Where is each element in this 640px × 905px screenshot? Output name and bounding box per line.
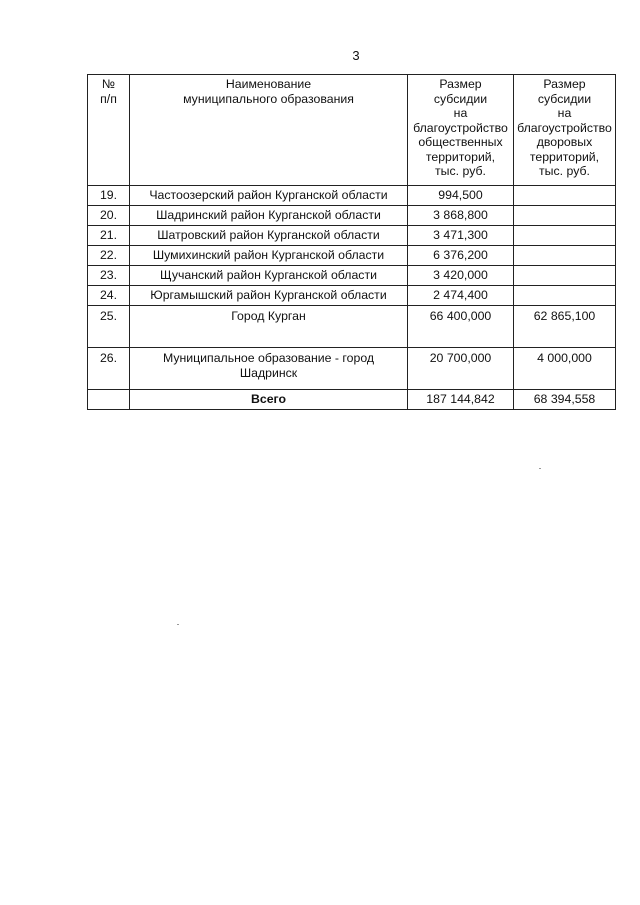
- row-municipality: Частоозерский район Курганской области: [130, 186, 408, 206]
- table-row: [88, 306, 616, 348]
- row-public-subsidy: 66 400,000: [408, 306, 514, 348]
- table-row: [88, 286, 616, 306]
- total-row: [88, 390, 616, 410]
- row-yard-subsidy: 4 000,000: [514, 348, 616, 390]
- row-public-subsidy: 3 868,800: [408, 206, 514, 226]
- row-municipality: Щучанский район Курганской области: [130, 266, 408, 286]
- row-public-subsidy: 3 420,000: [408, 266, 514, 286]
- total-public-subsidy: 187 144,842: [408, 390, 514, 410]
- total-number-cell: [88, 390, 130, 410]
- row-municipality: Шатровский район Курганской области: [130, 226, 408, 246]
- header-yard-subsidy: Размер субсидии на благоустройство дворовых территорий, тыс. руб.: [514, 75, 616, 186]
- row-yard-subsidy: [514, 206, 616, 226]
- page-number: 3: [352, 48, 360, 63]
- scan-speck: [539, 468, 541, 469]
- row-yard-subsidy: [514, 286, 616, 306]
- row-yard-subsidy: 62 865,100: [514, 306, 616, 348]
- row-public-subsidy: 6 376,200: [408, 246, 514, 266]
- row-public-subsidy: 20 700,000: [408, 348, 514, 390]
- row-number: 20.: [88, 206, 130, 226]
- row-public-subsidy: 994,500: [408, 186, 514, 206]
- row-municipality: Юргамышский район Курганской области: [130, 286, 408, 306]
- scan-speck: [177, 624, 179, 625]
- row-public-subsidy: 2 474,400: [408, 286, 514, 306]
- row-municipality: Город Курган: [130, 306, 408, 348]
- header-number: № п/п: [88, 75, 130, 186]
- header-public-subsidy: Размер субсидии на благоустройство общественных территорий, тыс. руб.: [408, 75, 514, 186]
- table-row: [88, 226, 616, 246]
- table-row: [88, 246, 616, 266]
- table-header-row: [88, 75, 616, 186]
- row-yard-subsidy: [514, 226, 616, 246]
- total-yard-subsidy: 68 394,558: [514, 390, 616, 410]
- table-row: [88, 348, 616, 390]
- row-yard-subsidy: [514, 186, 616, 206]
- row-public-subsidy: 3 471,300: [408, 226, 514, 246]
- row-municipality: Муниципальное образование - город Шадринск: [130, 348, 408, 390]
- row-number: 23.: [88, 266, 130, 286]
- row-number: 22.: [88, 246, 130, 266]
- row-number: 21.: [88, 226, 130, 246]
- row-number: 25.: [88, 306, 130, 348]
- table-row: [88, 266, 616, 286]
- row-number: 19.: [88, 186, 130, 206]
- row-number: 26.: [88, 348, 130, 390]
- row-yard-subsidy: [514, 246, 616, 266]
- total-label: Всего: [130, 390, 408, 410]
- table-row: [88, 206, 616, 226]
- row-municipality: Шадринский район Курганской области: [130, 206, 408, 226]
- row-yard-subsidy: [514, 266, 616, 286]
- subsidy-table: [87, 74, 616, 410]
- table-row: [88, 186, 616, 206]
- row-municipality: Шумихинский район Курганской области: [130, 246, 408, 266]
- row-number: 24.: [88, 286, 130, 306]
- header-municipality: Наименование муниципального образования: [130, 75, 408, 186]
